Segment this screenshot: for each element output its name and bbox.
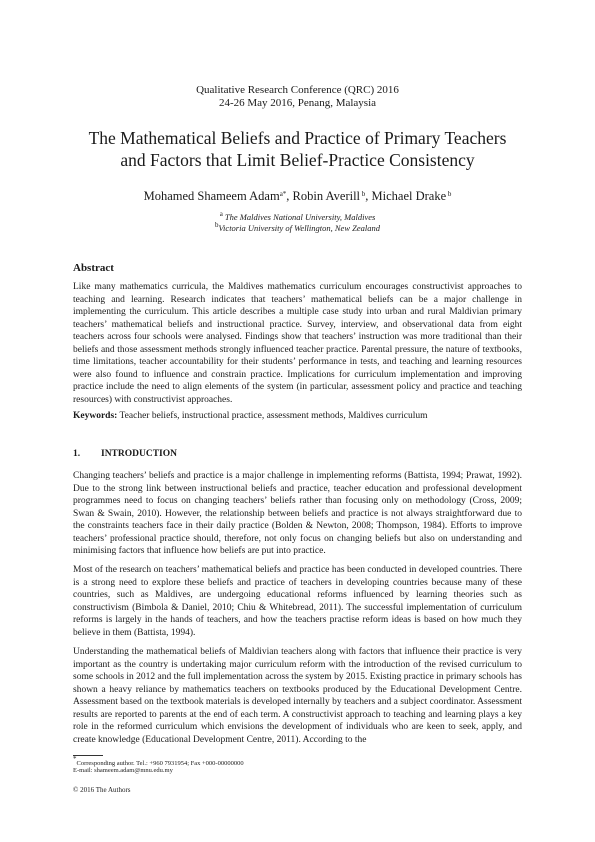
- author-name: Michael Drake: [371, 189, 447, 203]
- author-list: [0, 189, 595, 204]
- author-name: Mohamed Shameem Adam: [143, 189, 280, 203]
- abstract-heading: Abstract: [73, 262, 114, 274]
- footnote-contact: *Corresponding author. Tel.: +960 7931954; Fax +000-00000000: [73, 755, 244, 767]
- keywords-label: Keywords:: [73, 411, 118, 421]
- author-affil-mark: b: [446, 190, 452, 198]
- affil-mark: b: [215, 221, 219, 229]
- author-separator: ,: [365, 189, 372, 203]
- keywords: [73, 410, 522, 422]
- affiliations: [0, 212, 595, 234]
- footnote-mark: *: [73, 755, 77, 763]
- affil-mark: a: [219, 210, 223, 218]
- title-line-1: The Mathematical Beliefs and Practice of Primary Teachers: [88, 128, 507, 148]
- body-paragraph-2: Most of the research on teachers’ mathematical beliefs and practice has been conducted in developed countries. There is a strong need to explore these beliefs and practice of teachers in developing countries because many of these countries, such as Maldives, are undergoing educational reforms influenced by learning theories such as constructivism (Bimbola & Daniel, 2010; Chiu & Whitebread, 2011). The successful implementation of curriculum reforms is largely in the hands of teachers, and how the teachers practise reform ideas is based on how much they believe in them (Battista, 1994).: [73, 565, 522, 638]
- footnote-email: E-mail: shameem.adam@mnu.edu.my: [73, 767, 173, 774]
- paper-title: [40, 127, 555, 171]
- conference-name: Qualitative Research Conference (QRC) 2016: [196, 84, 399, 96]
- conference-header: [0, 84, 595, 110]
- abstract-text: Like many mathematics curricula, the Maldives mathematics curriculum encourages constructivist approaches to teaching and learning. Research indicates that teachers’ mathematical beliefs can be a major challenge in implementing the curriculum. This article describes a multiple case study into urban and rural Maldivian primary teachers’ mathematical beliefs and instructional practice. Survey, interview, and observational data from eight teachers across four schools were analysed. Findings show that teachers’ instruction was more traditional than their beliefs and those assessment methods strongly influenced teacher practice. Parental pressure, the nature of textbooks, time limitations, teacher accountability for their students’ performance in tests, and teaching and learning resources were also found to influence and constrain practice. Implications for curriculum implementation and improving practice include the need to align elements of the system (in particular, assessment policy and practice and teaching resources) with constructivist approaches.: [73, 282, 522, 405]
- section-heading: [73, 449, 177, 459]
- copyright: © 2016 The Authors: [73, 786, 131, 794]
- section-number: 1.: [73, 449, 81, 459]
- body-paragraph-3: Understanding the mathematical beliefs of Maldivian teachers along with factors that influence their practice is very important as the country is undertaking major curriculum reform with the introduction of the revised curriculum to some schools in 2012 and the full implementation across the system by 2015. Existing practice in primary schools has shown a heavy reliance by mathematics teachers on textbooks produced by the Educational Development Centre. Assessment based on the textbook materials is developed internally by teachers and a subject coordinator. Assessment results are reported to parents at the end of each term. A constructivist approach to teaching and learning plays a key role in the reformed curriculum which envisions the development of individuals who are keen to seek, apply, and create knowledge (Educational Development Centre, 2011). According to the: [73, 647, 522, 745]
- footnote-rule: [73, 755, 103, 756]
- affiliation-b: $^b$Victoria University of Wellington, New Zealand: [215, 221, 380, 233]
- author-affil-mark: b: [360, 190, 366, 198]
- conference-dates: 24-26 May 2016, Penang, Malaysia: [218, 97, 377, 109]
- keywords-text: Teacher beliefs, instructional practice, assessment methods, Maldives curriculum: [117, 411, 428, 421]
- author-affil-mark: a*: [279, 190, 287, 198]
- title-line-2: and Factors that Limit Belief-Practice Consistency: [120, 150, 475, 170]
- body-paragraph-1: Changing teachers’ beliefs and practice is a major challenge in implementing reforms (Battista, 1994; Prawat, 1992). Due to the strong link between instructional beliefs and practice, teacher education and professional development programmes need to focus on changing teachers’ beliefs rather than focusing only on methodology (Cross, 2009; Swan & Swain, 2010). However, the relationship between beliefs and practice is not always straightforward due to the constraints teachers face in their daily practice (Bolden & Newton, 2008; Thompson, 1984). Efforts to improve teachers’ professional practice should, therefore, not only focus on changing beliefs but also on understanding and minimising factors that influence how beliefs are put into practice.: [73, 471, 522, 556]
- author-name: Robin Averill: [292, 189, 361, 203]
- author-separator: ,: [286, 189, 293, 203]
- affiliation-a: $^a$ The Maldives National University, Maldives: [219, 210, 376, 222]
- section-title: INTRODUCTION: [101, 449, 178, 459]
